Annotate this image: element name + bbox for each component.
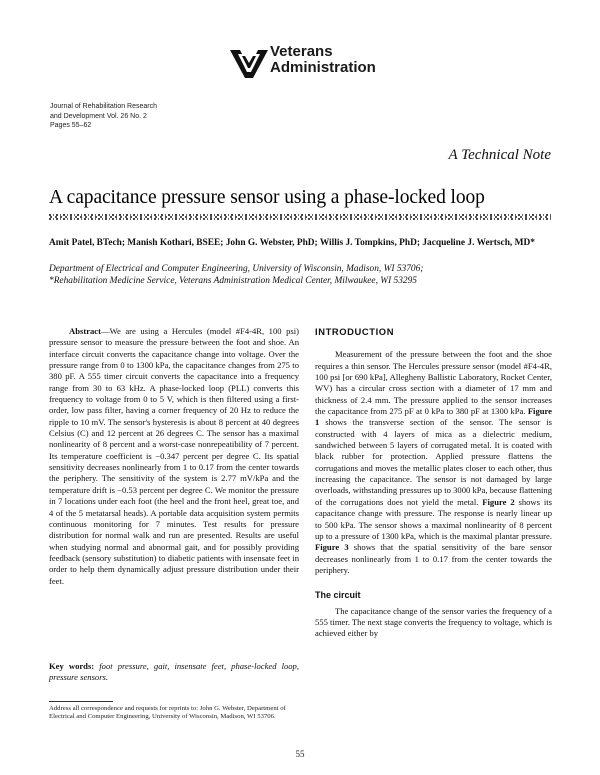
journal-ref-line2: and Development Vol. 26 No. 2 xyxy=(50,112,147,120)
figure-3-ref: Figure 3 xyxy=(315,542,349,553)
org-name-line1: Veterans xyxy=(270,43,333,60)
abstract-paragraph xyxy=(49,326,299,587)
intro-text-d: shows that the spatial sensitivity of the bare sensor decreases nonlinearly from 1 to 0.17 from the center towards the periphery. xyxy=(315,542,552,575)
abstract-column xyxy=(49,326,299,587)
affiliation-line1: Department of Electrical and Computer Engineering, University of Wisconsin, Madison, WI 53706; xyxy=(49,264,424,274)
abstract-text: —We are using a Hercules (model #F4-4R, 100 psi) pressure sensor to measure the pressure between the foot and shoe. An interface circuit converts the capacitance change into voltage. Over the pressure range from 0 to 1300 kPa, the capacitance changes from 275 to 380 pF. A 555 timer circuit converts the capacitance into a frequency range from 30 to 63 kHz. A phase-locked loop (PLL) converts this frequency to voltage from 0 to 5 V, which is then filtered using a first-order, low pass filter, having a corner frequency of 20 Hz to reduce the ripple to 10 mV. The sensor's hysteresis is about 8 percent at 40 degrees Celsius (C) and 12 percent at 26 degrees C. The sensor has a maximal nonlinearity of 8 percent and a worst-case nonrepeatibility of 7 percent. Its temperature coefficient is −0.347 percent per degree C. Its spatial sensitivity decreases nonlinearly from 1 to 0.17 from the center towards the periphery. The sensitivity of the system is 2.77 mV/kPa and the temperature drift is −0.53 percent per degree C. We monitor the pressure in 7 locations under each foot (the heel and the front heel, great toe, and 4 of the 5 metatarsal heads). A portable data acquisition system permits continuous monitoring for 7 minutes. Test results for pressure distribution for normal walk and run are presented. Results are useful when studying normal and abnormal gait, and for possibly providing feedback (sensory substitution) to diabetic patients with insensate feet in order to help them dynamically adjust pressure distribution under their feet. xyxy=(49,326,299,586)
introduction-heading: INTRODUCTION xyxy=(315,326,395,337)
abstract-label: Abstract xyxy=(69,326,101,336)
correspondence-footnote: Address all correspondence and requests for reprints to: John G. Webster, Department of Electrical and Computer Engineering, University of Wisconsin, Madison, WI 53706. xyxy=(49,705,286,721)
author-list: Amit Patel, BTech; Manish Kothari, BSEE; John G. Webster, PhD; Willis J. Tompkins, PhD; Jacqueline J. Wertsch, MD* xyxy=(49,238,535,248)
figure-2-ref: Figure 2 xyxy=(482,496,515,507)
figure-1-ref: Figure 1 xyxy=(315,406,552,428)
affiliations xyxy=(49,263,554,287)
footnote-divider xyxy=(49,701,113,702)
paper-title: A capacitance pressure sensor using a phase-locked loop xyxy=(49,187,485,208)
page-number: 55 xyxy=(295,749,305,759)
organization-name xyxy=(270,44,376,76)
decorative-rule xyxy=(49,214,551,220)
note-type: A Technical Note xyxy=(448,147,551,163)
journal-ref-line3: Pages 55–62 xyxy=(50,122,92,129)
keywords xyxy=(49,661,299,684)
intro-text-b: shows the transverse section of the sensor. The sensor is constructed with 4 layers of mica as a dielectric medium, sandwiched between 5 layers of corrugated metal. It is coated with black rubber for protection. Applied pressure flattens the corrugations and moves the metallic plates closer to each other, thus increasing the capacitance. The sensor is not damaged by large overloads, withstanding pressures up to 3000 kPa, because flattening of the corrugations does not yield the metal. xyxy=(315,417,552,507)
journal-ref-line1: Journal of Rehabilitation Research xyxy=(50,103,158,110)
body-column xyxy=(315,326,552,640)
affiliation-line2: *Rehabilitation Medicine Service, Veterans Administration Medical Center, Milwaukee, WI 53295 xyxy=(49,276,417,286)
circuit-heading: The circuit xyxy=(315,590,361,601)
introduction-paragraph xyxy=(315,349,552,576)
org-name-line2: Administration xyxy=(270,59,376,76)
keywords-label: Key words: xyxy=(49,661,95,671)
intro-text-c: shows its capacitance change with pressure. The response is nearly linear up to 500 kPa. The sensor shows a maximal nonlinearity of 8 percent up to a pressure of 1300 kPa, which is the maximal plantar pressure. xyxy=(315,496,552,541)
va-logo-icon xyxy=(229,44,269,80)
intro-text-a: Measurement of the pressure between the foot and the shoe requires a thin sensor. The Hercules pressure sensor (model #F4-4R, 100 psi [or 690 kPa], Allegheny Ballistic Laboratory, Rocket Center, WV) has a circular cross section with a diameter of 17 mm and thickness of 2.4 mm. The pressure applied to the sensor increases the capacitance from 275 pF at 0 kPa to 380 pF at 1300 kPa. xyxy=(315,349,552,417)
journal-reference xyxy=(50,102,157,131)
keywords-text: foot pressure, gait, insensate feet, phase-locked loop, pressure sensors. xyxy=(49,661,300,683)
circuit-paragraph: The capacitance change of the sensor varies the frequency of a 555 timer. The next stage converts the frequency to voltage, which is achieved either by xyxy=(315,605,552,639)
